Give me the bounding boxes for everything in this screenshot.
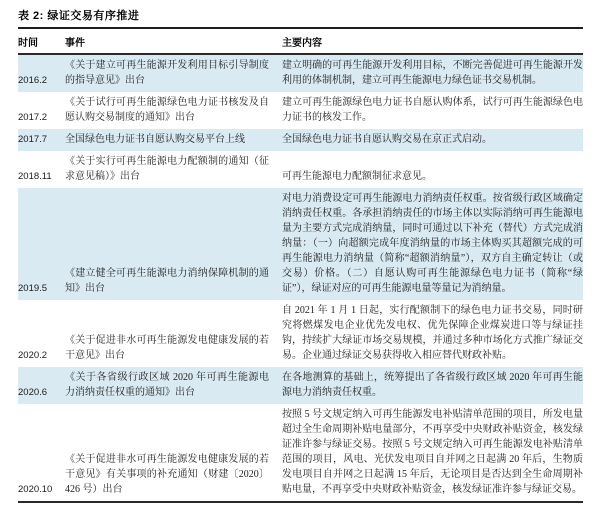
table-row [18, 92, 583, 129]
row-time: 2020.10 [18, 484, 53, 495]
row-time: 2020.6 [18, 387, 48, 398]
row-content: 在各地测算的基础上，统筹提出了各省级行政区域 2020 年可再生能源电力消纳责任权重。 [282, 372, 583, 398]
row-content: 按照 5 号文规定纳入可再生能源发电补贴清单范围的项目，所发电量超过全生命周期补贴电量部分，不再享受中央财政补贴资金，核发绿证准许参与绿证交易。按照 5 号文规定纳入可再生能源发电补贴清单范围的项目，风电、光伏发电项目自并网之日起满 20 年后，生物质发电项目自并网之日起满 15 年后，无论项目是否达到全生命周期补贴电量，不再享受中央财政补贴资金，核发绿证准许参与绿证交易。 [282, 409, 583, 495]
row-content: 建立明确的可再生能源开发利用目标，不断完善促进可再生能源开发利用的体制机制，建立可再生能源电力绿色证书交易机制。 [282, 60, 583, 86]
row-event: 《关于促进非水可再生能源发电健康发展的若干意见》有关事项的补充通知（财建〔2020〕426 号）出台 [65, 454, 269, 495]
row-event: 《关于试行可再生能源绿色电力证书核发及自愿认购交易制度的通知》出台 [65, 97, 269, 123]
table-row [18, 188, 583, 300]
row-content: 对电力消费设定可再生能源电力消纳责任权重。按省级行政区域确定消纳责任权重。各承担消纳责任的市场主体以实际消纳可再生能源电量为主要方式完成消纳量，同时可通过以下补充（替代）方式完成消纳量：（一）向超额完成年度消纳量的市场主体购买其超额完成的可再生能源电力消纳量（简称“超额消纳量”），双方自主确定转让（或交易）价格。（二）自愿认购可再生能源绿色电力证书（简称“绿证”），绿证对应的可再生能源电量等量记为消纳量。 [282, 193, 583, 294]
policy-timeline-table [18, 29, 583, 503]
table-row [18, 151, 583, 188]
row-time: 2017.2 [18, 112, 48, 123]
row-event: 《关于实行可再生能源电力配额制的通知（征求意见稿）》出台 [65, 156, 269, 182]
table-row [18, 300, 583, 367]
table-header-row [18, 29, 583, 54]
row-event: 《建立健全可再生能源电力消纳保障机制的通知》出台 [65, 268, 269, 294]
row-time: 2019.5 [18, 283, 48, 294]
row-event: 全国绿色电力证书自愿认购交易平台上线 [65, 134, 245, 145]
row-content: 可再生能源电力配额制征求意见。 [282, 171, 432, 182]
table-row [18, 54, 583, 92]
column-header-event: 事件 [65, 29, 276, 54]
row-time: 2017.7 [18, 134, 48, 145]
table-title: 表 2: 绿证交易有序推进 [18, 7, 583, 29]
row-content: 全国绿色电力证书自愿认购交易在京正式启动。 [282, 134, 492, 145]
row-time: 2020.2 [18, 350, 48, 361]
column-header-time: 时间 [18, 29, 65, 54]
row-event: 《关于建立可再生能源开发利用目标引导制度的指导意见》出台 [65, 60, 269, 86]
row-event: 《关于各省级行政区域 2020 年可再生能源电力消纳责任权重的通知》出台 [65, 372, 269, 398]
row-time: 2018.11 [18, 171, 52, 182]
row-event: 《关于促进非水可再生能源发电健康发展的若干意见》出台 [65, 335, 269, 361]
column-header-content: 主要内容 [276, 29, 583, 54]
row-content: 建立可再生能源绿色电力证书自愿认购体系，试行可再生能源绿色电力证书的核发工作。 [282, 97, 583, 123]
table-row [18, 367, 583, 404]
row-content: 自 2021 年 1 月 1 日起，实行配额制下的绿色电力证书交易，同时研究将燃煤发电企业优先发电权、优先保障企业煤炭进口等与绿证挂钩，持续扩大绿证市场交易规模，并通过多种市场化方式推广绿证交易。企业通过绿证交易获得收入相应替代财政补贴。 [282, 305, 583, 361]
table-row [18, 404, 583, 502]
table-row [18, 129, 583, 151]
row-time: 2016.2 [18, 75, 48, 86]
